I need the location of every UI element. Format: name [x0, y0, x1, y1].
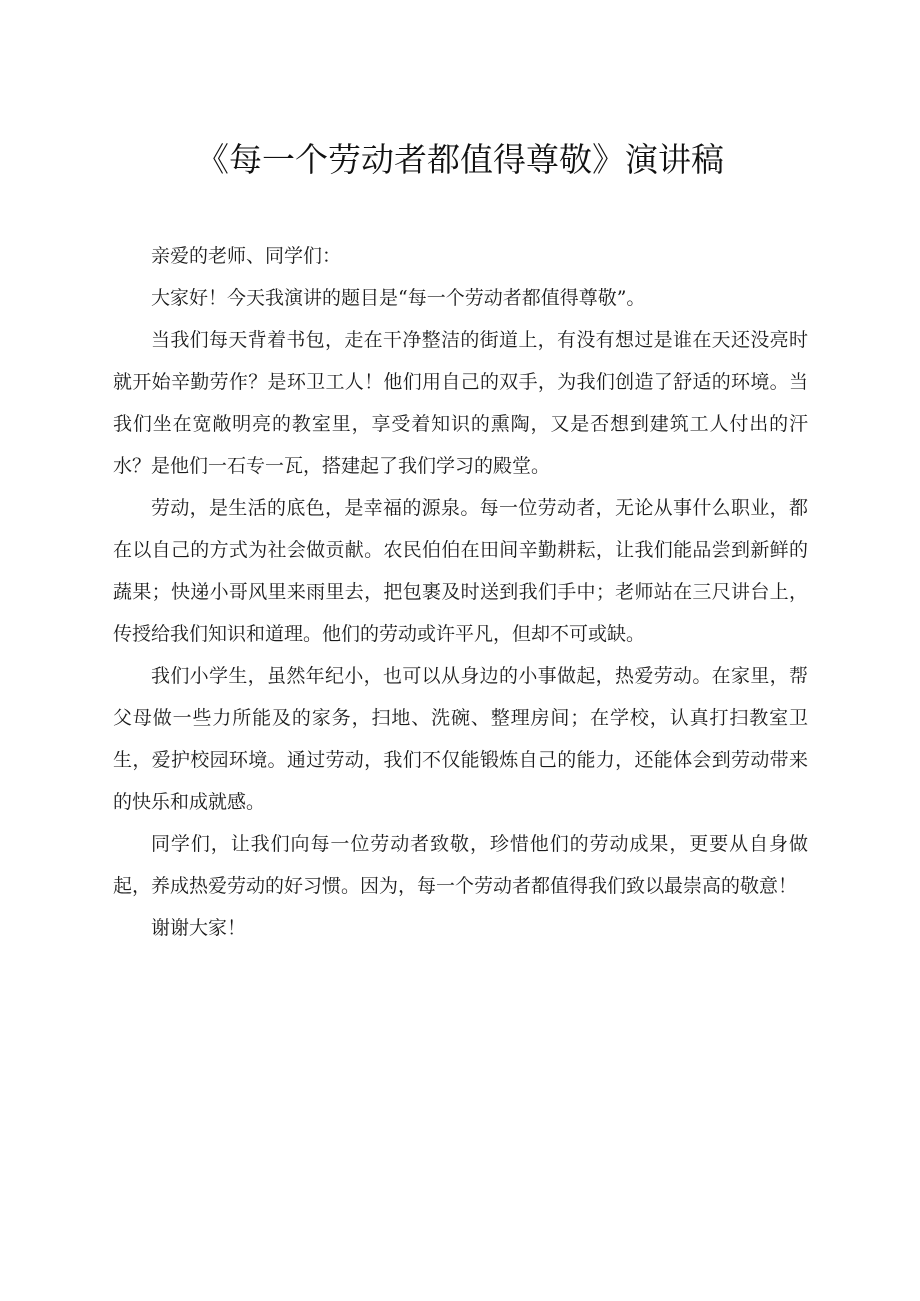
- paragraph-greeting: 亲爱的老师、同学们：: [151, 245, 342, 267]
- paragraph-thanks: 谢谢大家！: [151, 917, 247, 939]
- document-title: 《每一个劳动者都值得尊敬》演讲稿: [196, 140, 724, 179]
- paragraph-call-to-action: 同学们，让我们向每一位劳动者致敬，珍惜他们的劳动成果，更要从自身做起，养成热爱劳动的好习惯。因为，每一个劳动者都值得我们致以最崇高的敬意！: [113, 833, 808, 897]
- paragraph-sanitation-construction: 当我们每天背着书包，走在干净整洁的街道上，有没有想过是谁在天还没亮时就开始辛勤劳作？是环卫工人！他们用自己的双手，为我们创造了舒适的环境。当我们坐在宽敞明亮的教室里，享受着知识的熏陶，又是否想到建筑工人付出的汗水？是他们一石专一瓦，搭建起了我们学习的殿堂。: [113, 329, 808, 477]
- document-body: [113, 235, 808, 949]
- paragraph-intro: 大家好！今天我演讲的题目是“每一个劳动者都值得尊敬”。: [151, 287, 646, 309]
- paragraph-students: 我们小学生，虽然年纪小，也可以从身边的小事做起，热爱劳动。在家里，帮父母做一些力所能及的家务，扫地、洗碗、整理房间；在学校，认真打扫教室卫生，爱护校园环境。通过劳动，我们不仅能锻炼自己的能力，还能体会到劳动带来的快乐和成就感。: [113, 665, 808, 813]
- paragraph-labor-meaning: 劳动，是生活的底色，是幸福的源泉。每一位劳动者，无论从事什么职业，都在以自己的方式为社会做贡献。农民伯伯在田间辛勤耕耘，让我们能品尝到新鲜的蔬果；快递小哥风里来雨里去，把包裹及时送到我们手中；老师站在三尺讲台上，传授给我们知识和道理。他们的劳动或许平凡，但却不可或缺。: [113, 497, 808, 645]
